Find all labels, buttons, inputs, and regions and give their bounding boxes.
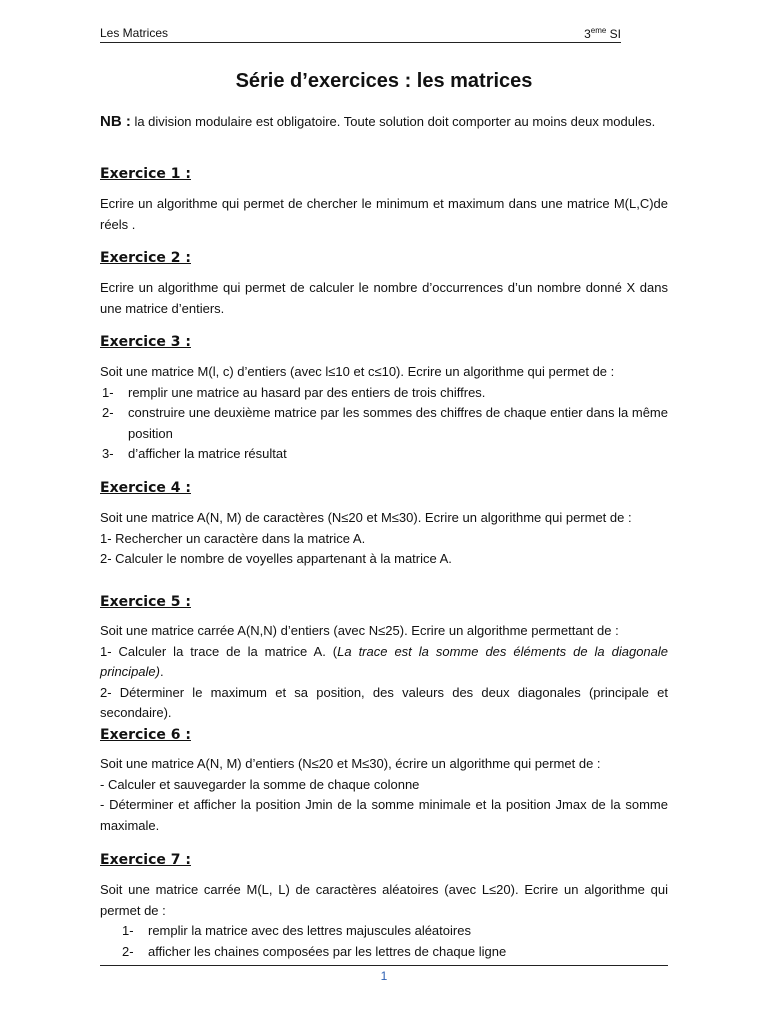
exercise-4-heading: Exercice 4 : [100, 480, 191, 496]
list-item: 2- construire une deuxième matrice par les sommes des chiffres de chaque entier dans la même position [102, 405, 668, 441]
exercise-7-body [100, 880, 668, 962]
exercise-6-heading: Exercice 6 : [100, 727, 191, 743]
exercise-5-line-1: 1- Calculer la trace de la matrice A. (La trace est la somme des éléments de la diagonale principale). [100, 643, 669, 680]
exercise-4-line-2: 2- Calculer le nombre de voyelles appartenant à la matrice A. [100, 551, 452, 567]
exercise-2-text: Ecrire un algorithme qui permet de calculer le nombre d’occurrences d’un nombre donné X dans une matrice d’entiers. [100, 280, 668, 316]
exercise-7-intro: Soit une matrice carrée M(L, L) de caractères aléatoires (avec L≤20). Ecrire un algorithme qui permet de : [100, 882, 668, 918]
footer-divider [100, 965, 668, 966]
page-number: 1 [380, 969, 388, 983]
nb-note [100, 112, 668, 133]
exercise-1-heading: Exercice 1 : [100, 166, 191, 182]
page-header [100, 26, 621, 43]
exercise-4-intro: Soit une matrice A(N, M) de caractères (N≤20 et M≤30). Ecrire un algorithme qui permet de : [100, 510, 632, 525]
nb-label: NB : [100, 113, 131, 130]
header-course-title: Les Matrices [100, 26, 169, 40]
exercise-5-body [100, 621, 668, 724]
exercise-3-intro: Soit une matrice M(l, c) d’entiers (avec l≤10 et c≤10). Ecrire un algorithme qui permet de : [100, 364, 615, 379]
exercise-5-heading: Exercice 5 : [100, 594, 191, 610]
exercise-2-heading: Exercice 2 : [100, 250, 191, 266]
nb-text: la division modulaire est obligatoire. Toute solution doit comporter au moins deux modules. [130, 114, 656, 129]
exercise-3-heading: Exercice 3 : [100, 334, 191, 350]
page-title: Série d’exercices : les matrices [235, 70, 533, 92]
exercise-7-heading: Exercice 7 : [100, 852, 191, 868]
exercise-5-intro: Soit une matrice carrée A(N,N) d’entiers (avec N≤25). Ecrire un algorithme permettant de : [100, 623, 619, 638]
exercise-6-line-1: - Calculer et sauvegarder la somme de chaque colonne [100, 776, 420, 792]
exercise-5-line-2: 2- Déterminer le maximum et sa position, des valeurs des deux diagonales (principale et secondaire). [100, 684, 668, 721]
list-item: 2- afficher les chaines composées par les lettres de chaque ligne [122, 943, 507, 959]
exercise-6-body [100, 754, 668, 836]
exercise-6-line-2: - Déterminer et afficher la position Jmin de la somme minimale et la position Jmax de la somme maximale. [100, 797, 668, 833]
exercise-4-body [100, 508, 668, 570]
list-item: 1- remplir la matrice avec des lettres majuscules aléatoires [122, 923, 471, 939]
list-item: 1- remplir une matrice au hasard par des entiers de trois chiffres. [102, 384, 486, 400]
exercise-4-line-1: 1- Rechercher un caractère dans la matrice A. [100, 530, 366, 546]
list-item: 3- d’afficher la matrice résultat [102, 446, 287, 462]
exercise-1-text: Ecrire un algorithme qui permet de chercher le minimum et maximum dans une matrice M(L,C)de réels . [100, 196, 668, 232]
exercise-3-body [100, 362, 668, 465]
exercise-6-intro: Soit une matrice A(N, M) d’entiers (N≤20 et M≤30), écrire un algorithme qui permet de : [100, 756, 601, 771]
header-class-level: 3eme SI [584, 26, 621, 41]
